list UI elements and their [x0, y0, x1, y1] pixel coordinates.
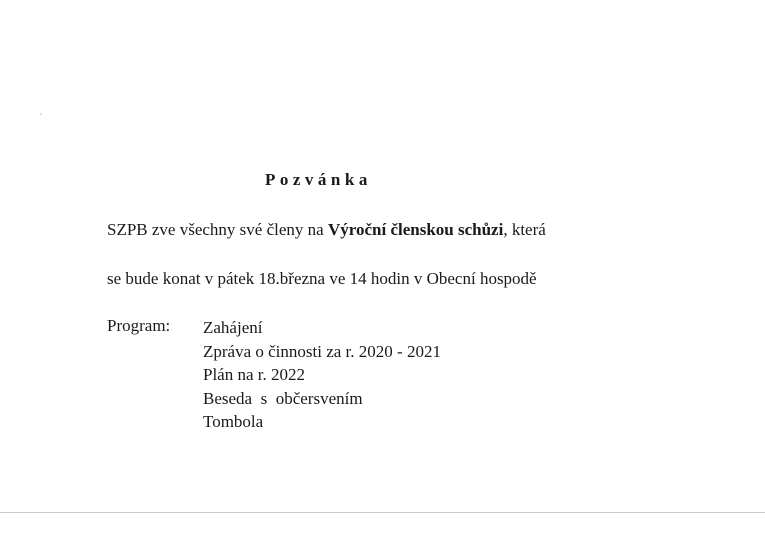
program-item: Beseda s občersvením: [203, 388, 363, 408]
program-item: Zpráva o činnosti za r. 2020 - 2021: [203, 341, 441, 361]
program-item: Tombola: [203, 412, 264, 431]
program-item: Zahájení: [203, 318, 263, 337]
scan-speck: [40, 113, 42, 115]
page-edge-line: [0, 512, 765, 513]
meeting-name: Výroční členskou schůzi: [327, 220, 504, 239]
invitation-line-1: [107, 220, 546, 240]
invitation-line-2: se bude konat v pátek 18.března ve 14 hodin v Obecní hospodě: [107, 269, 537, 288]
invitation-line-1-prefix: SZPB zve všechny své členy na: [107, 220, 328, 239]
document-title: Pozvánka: [265, 170, 372, 189]
program-label: Program:: [107, 316, 171, 335]
invitation-line-1-suffix: , která: [503, 220, 546, 239]
program-item: Plán na r. 2022: [203, 365, 305, 384]
program-list: [203, 316, 441, 434]
